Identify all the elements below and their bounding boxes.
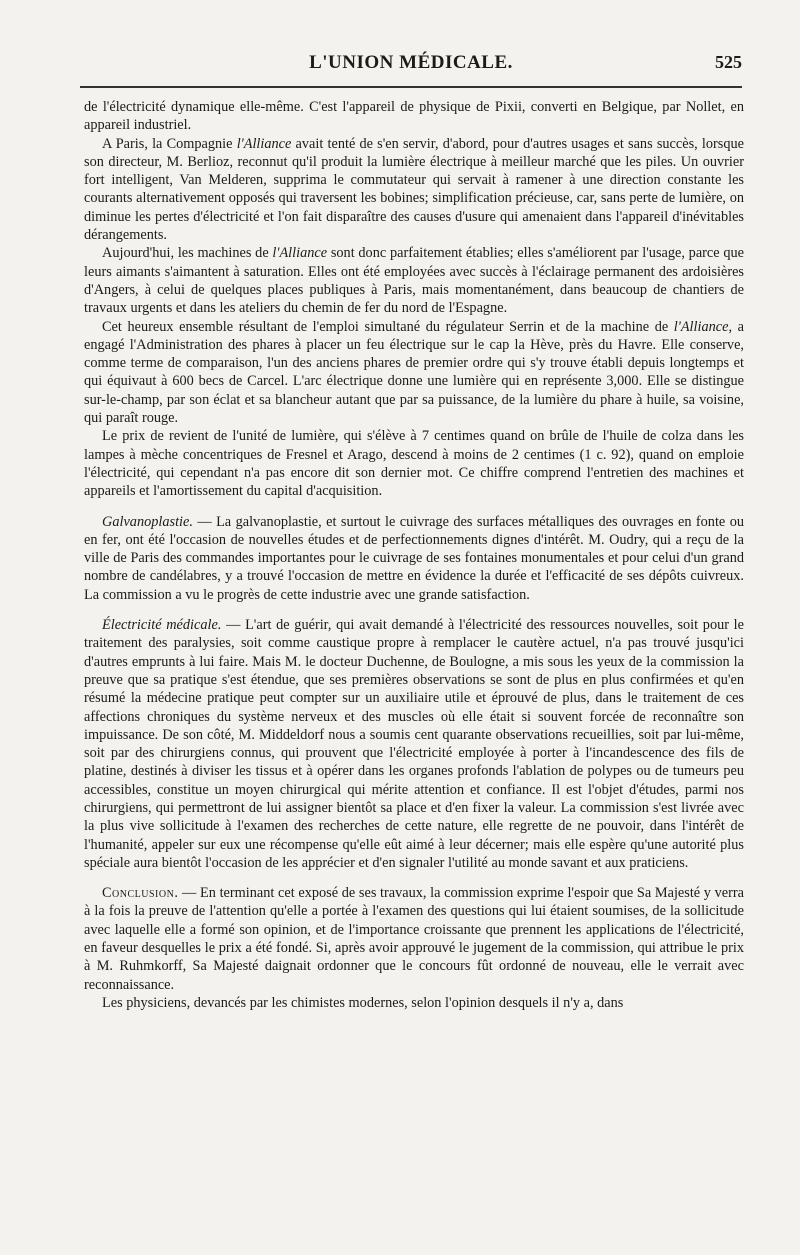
text-run: avait tenté de s'en servir, d'abord, pour d'autres usages et sans succès, lorsque son directeur, M. Berlioz, reconnut qu'il produit la lumière électrique à meilleur marché que les piles. Un ouvrier fort intelligent, Van Melderen, supprima le commutateur qui servait à ramener à une direction constante les courants alternativement opposés qui traversent les bobines; simplification précieuse, car, sans perte de lumière, on diminue les pertes d'électricité et l'on fait disparaître des causes d'usure qui amenaient dans l'appareil d'inévitables dérangements. — [84, 135, 744, 244]
paragraph — [84, 994, 744, 1012]
text-run: , a engagé l'Administration des phares à placer un feu électrique sur le cap la Hève, près du Havre. Elle conserve, comme terme de comparaison, l'un des anciens phares de premier ordre qui s'y trouve établi depuis longtemps et qui équivaut à 600 becs de Carcel. L'arc électrique donne une lumière qui en représente 3,000. Elle se distingue sur-le-champ, par son éclat et sa blancheur autant que par sa puissance, de la lumière du phare à huile, sa voisine, qui paraît rouge. — [84, 318, 744, 427]
paragraph — [84, 318, 744, 428]
paragraph — [84, 427, 744, 500]
text-run: Les physiciens, devancés par les chimistes modernes, selon l'opinion desquels il n'y a, dans — [102, 994, 624, 1011]
text-run: — En terminant cet exposé de ses travaux, la commission exprime l'espoir que Sa Majesté y verra à la fois la preuve de l'attention qu'elle a portée à l'examen des questions qui lui étaient soumises, de la sollicitude avec laquelle elle a formé son opinion, et de l'importance croissante que prennent les applications de l'électricité, en faveur desquelles le prix a été fondé. Si, après avoir approuvé le jugement de la commission, qui attribue le prix à M. Ruhmkorff, Sa Majesté daignait ordonner que le concours fût ordonné de nouveau, elle le verrait avec reconnaissance. — [84, 885, 744, 993]
text-run: sont donc parfaitement établies; elles s'améliorent par l'usage, parce que leurs aimants s'aimantent à saturation. Elles ont été employées avec succès à l'éclairage permanent des ardoisières d'Angers, à celui de quelques places publiques à Paris, mais momentanément, dans beaucoup de chantiers de travaux urgents et dans les ateliers du chemin de fer du nord de l'Espagne. — [84, 245, 745, 317]
text-run: Cet heureux ensemble résultant de l'emploi simultané du régulateur Serrin et de la machine de — [102, 318, 674, 335]
text-run: Le prix de revient de l'unité de lumière, qui s'élève à 7 centimes quand on brûle de l'huile de colza dans les lampes à mèche concentriques de Fresnel et Arago, descend à moins de 2 centimes (1 c. 92), quand on emploie l'électricité, qui cependant n'a pas encore dit son dernier mot. Ce chiffre comprend l'entretien des machines et appareils et l'amortissement du capital d'acquisition. — [84, 428, 744, 500]
section-heading-run: Galvanoplastie. — [102, 513, 193, 530]
journal-title: L'UNION MÉDICALE. — [309, 52, 513, 73]
section-heading-run: l'Alliance — [236, 135, 292, 152]
text-run: — La galvanoplastie, et surtout le cuivrage des surfaces métalliques des ouvrages en fonte ou en fer, ont été l'occasion de nouvelles études et de perfectionnements dignes d'intérêt. M. Oudry, qui a reçu de la ville de Paris des commandes importantes pour le cuivrage de ses fontaines monumentales et pour celui d'un grand nombre de candélabres, y a trouvé l'occasion de mettre en évidence la durée et l'efficacité de ses dépôts cuivreux. La commission a vu le progrès de cette industrie avec une grande satisfaction. — [84, 513, 744, 603]
body-text — [84, 98, 744, 1012]
paragraph — [84, 884, 744, 994]
paragraph — [84, 513, 744, 604]
paragraph — [84, 244, 744, 317]
text-run: — L'art de guérir, qui avait demandé à l'électricité des ressources nouvelles, soit pour le traitement des paralysies, soit comme caustique propre à remplacer le cautère actuel, n'a pas trouvé jusqu'ici d'autres emprunts à lui faire. Mais M. le docteur Duchenne, de Boulogne, a mis sous les yeux de la commission la preuve que sa pratique s'est étendue, que ses premières observations se sont de plus en plus confirmées et qu'en résumé la médecine pratique peut compter sur un auxiliaire utile et éprouvé de plus, dans le traitement de ces affections chroniques du système nerveux et des muscles où elle était si souvent forcée de reconnaître son impuissance. De son côté, M. Middeldorf nous a soumis cent quarante observations recueillies, soit par lui-même, soit par des chirurgiens connus, qui prouvent que l'électricité employée à porter à l'incandescence des fils de platine, destinés à diviser les tissus et à opérer dans les organes profonds l'ablation de polypes ou de tumeurs peu accessibles, constitue un moyen chirurgical qui mérite attention et confiance. Il est l'objet d'études, parmi nos chirurgiens, qui permettront de lui assigner bientôt sa place et d'en fixer la valeur. La commission s'est livrée avec la plus vive sollicitude à l'examen des recherches de cette nature, elle regrette de ne pouvoir, dans l'intérêt de l'humanité, appeler sur eux une récompense qu'elle eût aimé à leur décerner; mais elle espère qu'une autorité plus spéciale aura bientôt l'occasion de les apprécier et d'en signaler l'utilité au monde savant et aux praticiens. — [84, 617, 745, 871]
section-heading-run: l'Alliance — [673, 318, 729, 335]
text-run: de l'électricité dynamique elle-même. C'est l'appareil de physique de Pixii, converti en Belgique, par Nollet, en appareil industriel. — [84, 99, 744, 134]
page-number: 525 — [715, 52, 742, 72]
text-run: A Paris, la Compagnie — [102, 135, 237, 152]
paragraph — [84, 98, 744, 135]
paragraph — [84, 616, 744, 872]
header-rule — [80, 86, 742, 88]
text-run: Aujourd'hui, les machines de — [102, 245, 273, 262]
section-heading-run: Électricité médicale. — [102, 617, 222, 634]
paragraph — [84, 135, 744, 245]
section-heading-run: l'Alliance — [272, 245, 328, 262]
running-header — [80, 52, 742, 82]
section-heading-run: Conclusion. — [102, 885, 179, 902]
